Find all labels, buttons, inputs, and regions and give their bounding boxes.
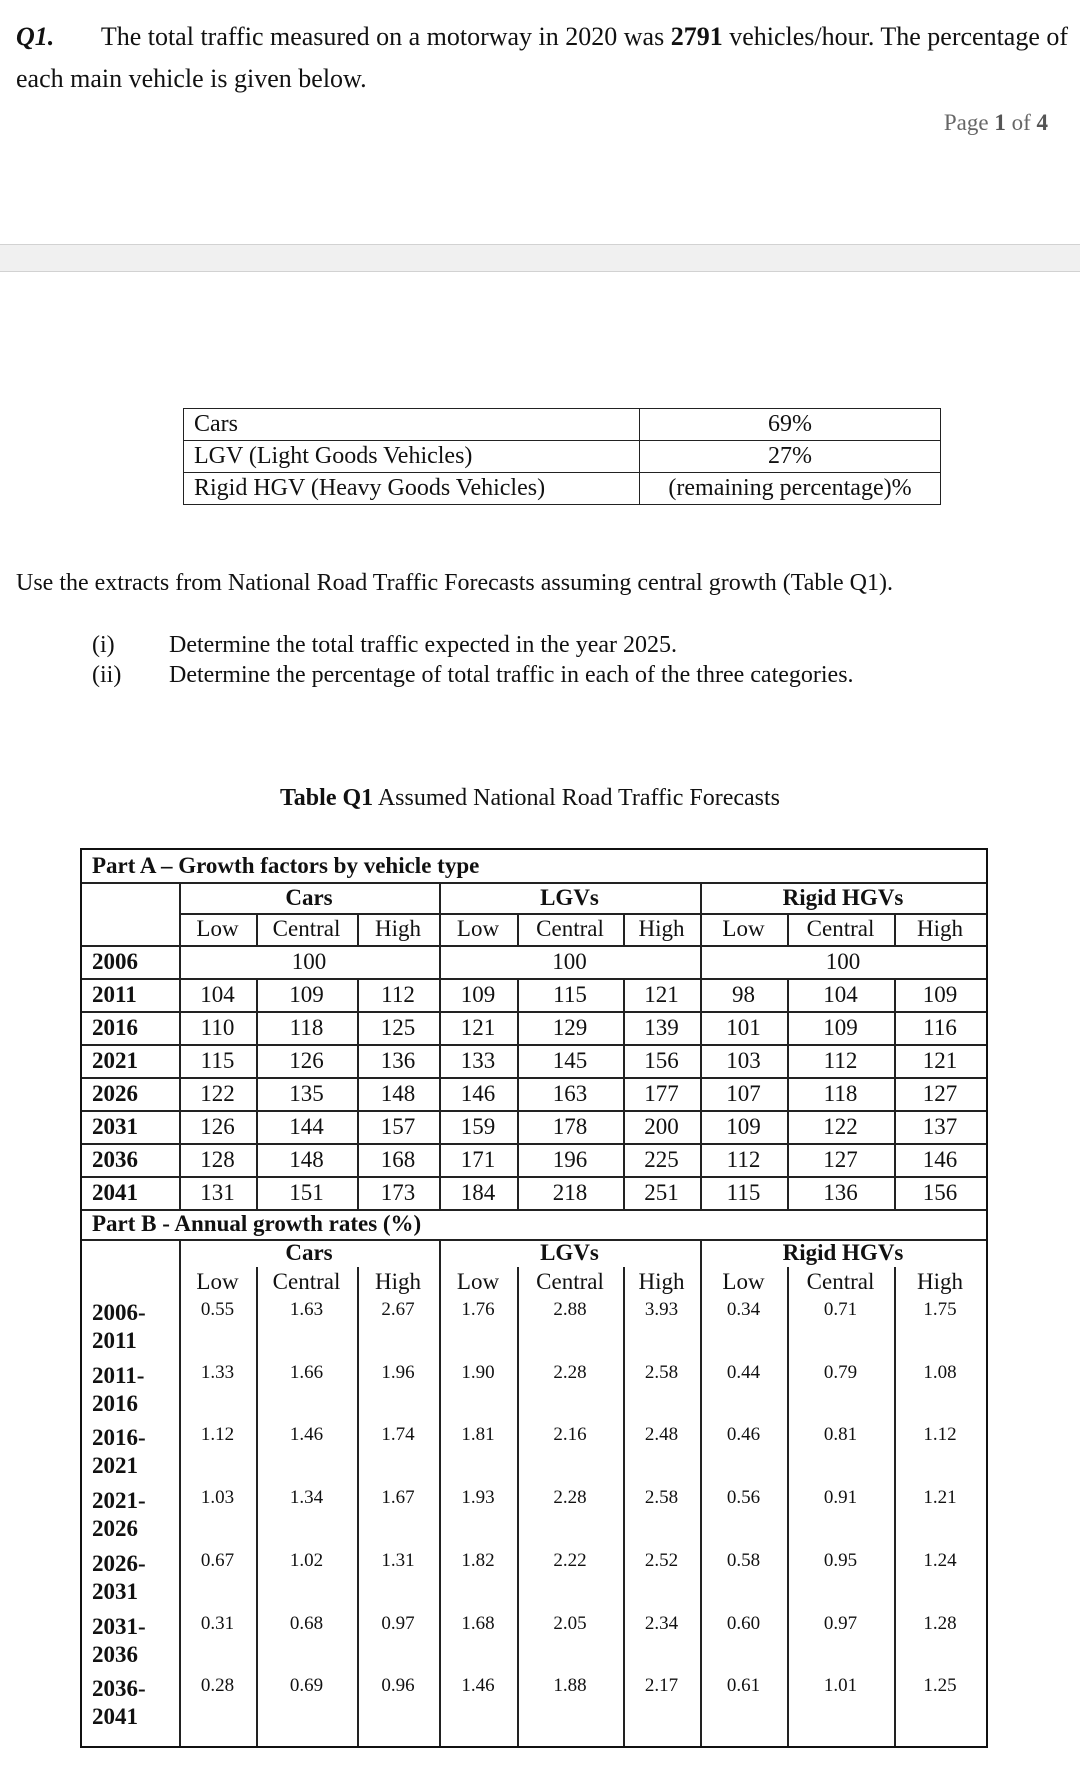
page-break-bar <box>0 244 1080 272</box>
growth-rate-cell: 1.28 <box>923 1612 957 1634</box>
part-a-subheader: Central <box>536 916 604 941</box>
growth-factor-cell: 148 <box>380 1081 416 1106</box>
period-label <box>92 1613 178 1669</box>
growth-rate-cell: 1.75 <box>923 1299 957 1320</box>
question-text-suffix: vehicles/hour. The percentage of <box>722 22 1069 51</box>
share-row <box>184 409 941 441</box>
total-vehicles: 2791 <box>670 22 723 51</box>
part-b-subheader: Low <box>196 1269 239 1294</box>
growth-rate-cell: 0.34 <box>726 1299 761 1320</box>
growth-factor-cell: 103 <box>726 1048 761 1073</box>
growth-rate-cell: 0.61 <box>726 1675 761 1697</box>
table-rule <box>179 1239 181 1746</box>
period-start: 2031- <box>92 1613 146 1639</box>
growth-factor-cell: 178 <box>552 1114 588 1139</box>
table-rule <box>700 882 702 1209</box>
growth-rate-cell: 1.90 <box>461 1361 495 1383</box>
growth-factor-cell: 112 <box>823 1048 858 1073</box>
growth-rate-cell: 0.79 <box>823 1361 858 1383</box>
growth-factor-cell: 146 <box>922 1147 958 1172</box>
growth-rate-cell: 1.33 <box>200 1361 235 1383</box>
growth-factor-cell: 107 <box>726 1081 761 1106</box>
growth-rate-cell: 1.12 <box>923 1424 957 1446</box>
growth-factor-cell: 151 <box>289 1180 324 1205</box>
period-end: 2021 <box>92 1453 138 1479</box>
growth-rate-cell: 1.46 <box>461 1675 495 1697</box>
table-rule <box>179 882 181 1209</box>
period-label <box>92 1362 178 1418</box>
growth-rate-cell: 1.25 <box>923 1675 957 1697</box>
part-b-group-header: LGVs <box>540 1240 599 1265</box>
table-rule <box>256 978 258 1209</box>
growth-factor-cell: 126 <box>289 1048 324 1073</box>
growth-rate-cell: 1.68 <box>461 1612 495 1634</box>
subquestion-text: Determine the percentage of total traffic in each of the three categories. <box>169 662 854 688</box>
growth-rate-cell: 0.44 <box>726 1361 761 1383</box>
part-a-subheader: Low <box>722 916 765 941</box>
share-value: 69% <box>640 409 941 441</box>
growth-factor-cell: 173 <box>380 1180 416 1205</box>
growth-rate-cell: 2.28 <box>553 1361 587 1383</box>
table-rule <box>894 1267 896 1746</box>
growth-rate-cell: 0.56 <box>726 1487 761 1509</box>
growth-factor-cell: 127 <box>823 1147 858 1172</box>
growth-rate-cell: 1.63 <box>289 1299 324 1320</box>
part-b-subheader: Central <box>536 1269 604 1294</box>
growth-factor-cell: 156 <box>644 1048 679 1073</box>
growth-factor-cell: 112 <box>726 1147 761 1172</box>
growth-factor-cell: 118 <box>823 1081 858 1106</box>
growth-rate-cell: 2.58 <box>644 1361 679 1383</box>
growth-rate-cell: 1.93 <box>461 1487 495 1509</box>
growth-factor-cell: 136 <box>380 1048 416 1073</box>
year-label: 2036 <box>92 1147 138 1172</box>
period-label <box>92 1424 178 1480</box>
period-end: 2011 <box>92 1328 137 1353</box>
base-value-cell: 100 <box>825 949 861 974</box>
growth-factor-cell: 218 <box>552 1180 588 1205</box>
growth-rate-cell: 2.88 <box>553 1299 587 1320</box>
growth-rate-cell: 1.74 <box>381 1424 415 1446</box>
growth-factor-cell: 144 <box>289 1114 324 1139</box>
table-rule <box>357 913 359 945</box>
part-b-subheader: Low <box>722 1269 765 1294</box>
year-label: 2021 <box>92 1048 138 1073</box>
growth-rate-cell: 1.46 <box>289 1424 324 1446</box>
growth-rate-cell: 2.34 <box>644 1612 679 1634</box>
growth-factor-cell: 101 <box>726 1015 761 1040</box>
part-a-subheader: High <box>638 916 685 941</box>
growth-rate-cell: 1.88 <box>553 1675 587 1697</box>
growth-factor-cell: 157 <box>380 1114 416 1139</box>
growth-factor-cell: 109 <box>726 1114 761 1139</box>
period-label <box>92 1550 178 1606</box>
part-b-group-header: Rigid HGVs <box>782 1240 904 1265</box>
growth-rate-cell: 2.22 <box>553 1549 587 1571</box>
growth-rate-cell: 1.02 <box>289 1549 324 1571</box>
year-label: 2011 <box>92 982 137 1007</box>
table-rule <box>439 882 441 1209</box>
growth-rate-cell: 2.28 <box>553 1487 587 1509</box>
growth-factor-cell: 115 <box>200 1048 235 1073</box>
period-start: 2036- <box>92 1676 146 1702</box>
table-caption-rest: Assumed National Road Traffic Forecasts <box>373 785 780 811</box>
growth-rate-cell: 0.91 <box>823 1487 858 1509</box>
year-label: 2026 <box>92 1081 138 1106</box>
part-a-subheader: Low <box>196 916 239 941</box>
growth-factor-cell: 127 <box>922 1081 958 1106</box>
growth-factor-cell: 129 <box>552 1015 588 1040</box>
period-start: 2006- <box>92 1300 146 1325</box>
growth-factor-cell: 184 <box>460 1180 496 1205</box>
table-rule <box>623 978 625 1209</box>
table-rule <box>517 1267 519 1746</box>
growth-rate-cell: 3.93 <box>644 1299 679 1320</box>
growth-factor-cell: 116 <box>923 1015 957 1040</box>
growth-factor-cell: 137 <box>922 1114 958 1139</box>
growth-factor-cell: 168 <box>380 1147 416 1172</box>
part-a-subheader: High <box>917 916 963 941</box>
growth-factor-cell: 177 <box>644 1081 679 1106</box>
growth-factor-cell: 110 <box>200 1015 235 1040</box>
growth-rate-cell: 0.96 <box>381 1675 415 1697</box>
growth-factor-cell: 251 <box>644 1180 679 1205</box>
growth-factor-cell: 112 <box>381 982 415 1007</box>
growth-rate-cell: 0.68 <box>289 1612 324 1634</box>
growth-factor-cell: 115 <box>726 1180 761 1205</box>
growth-rate-cell: 0.67 <box>200 1549 235 1571</box>
table-rule <box>623 913 625 945</box>
period-start: 2016- <box>92 1425 146 1451</box>
growth-factor-cell: 121 <box>644 982 679 1007</box>
part-b-subheader: High <box>375 1269 421 1294</box>
growth-factor-cell: 109 <box>823 1015 858 1040</box>
growth-rate-cell: 2.58 <box>644 1487 679 1509</box>
year-label: 2041 <box>92 1180 138 1205</box>
base-value-cell: 100 <box>291 949 327 974</box>
table-rule <box>517 978 519 1209</box>
share-row <box>184 441 941 473</box>
year-label: 2016 <box>92 1015 138 1040</box>
part-b-group-header: Cars <box>285 1240 333 1265</box>
period-start: 2021- <box>92 1488 146 1514</box>
table-rule <box>256 1267 258 1746</box>
period-end: 2041 <box>92 1704 138 1730</box>
growth-factor-cell: 200 <box>644 1114 679 1139</box>
table-rule <box>357 1267 359 1746</box>
part-a-group-header: LGVs <box>540 885 599 910</box>
growth-rate-cell: 0.69 <box>289 1675 324 1697</box>
part-a-subheader: Low <box>456 916 500 941</box>
table-rule <box>439 1239 441 1746</box>
growth-rate-cell: 1.76 <box>461 1299 495 1320</box>
growth-factor-cell: 122 <box>823 1114 858 1139</box>
share-value: 27% <box>640 441 941 473</box>
growth-factor-cell: 131 <box>200 1180 235 1205</box>
year-label: 2031 <box>92 1114 138 1139</box>
growth-rate-cell: 1.34 <box>289 1487 324 1509</box>
growth-rate-cell: 0.28 <box>200 1675 235 1697</box>
growth-rate-cell: 1.66 <box>289 1361 324 1383</box>
growth-rate-cell: 1.82 <box>461 1549 495 1571</box>
subquestion-text: Determine the total traffic expected in the year 2025. <box>169 632 678 658</box>
growth-rate-cell: 0.46 <box>726 1424 761 1446</box>
share-label: LGV (Light Goods Vehicles) <box>184 441 640 473</box>
table-rule <box>787 978 789 1209</box>
growth-rate-cell: 0.60 <box>726 1612 761 1634</box>
growth-rate-cell: 1.08 <box>923 1361 957 1383</box>
growth-rate-cell: 1.24 <box>923 1549 957 1571</box>
growth-rate-cell: 1.31 <box>381 1549 415 1571</box>
year-label: 2006 <box>92 949 138 974</box>
growth-rate-cell: 1.12 <box>200 1424 235 1446</box>
question-line-1 <box>16 22 1068 52</box>
vehicle-share-table <box>183 408 941 505</box>
subquestion-num: (i) <box>92 632 115 658</box>
table-rule <box>787 913 789 945</box>
growth-factor-cell: 196 <box>552 1147 588 1172</box>
period-end: 2016 <box>92 1390 138 1416</box>
growth-factor-cell: 156 <box>922 1180 958 1205</box>
growth-rate-cell: 0.97 <box>823 1612 858 1634</box>
growth-factor-cell: 125 <box>380 1015 416 1040</box>
growth-rate-cell: 1.67 <box>381 1487 415 1509</box>
growth-rate-cell: 2.52 <box>644 1549 679 1571</box>
growth-factor-cell: 128 <box>200 1147 235 1172</box>
growth-factor-cell: 98 <box>732 982 755 1007</box>
growth-factor-cell: 163 <box>552 1081 588 1106</box>
growth-rate-cell: 1.21 <box>923 1487 957 1509</box>
question-text-prefix: The total traffic measured on a motorway in 2020 was <box>100 22 671 51</box>
table-rule <box>623 1267 625 1746</box>
growth-factor-cell: 159 <box>460 1114 496 1139</box>
period-label <box>92 1675 178 1731</box>
growth-factor-cell: 135 <box>289 1081 324 1106</box>
part-b-subheader: Low <box>456 1269 500 1294</box>
question-line-2: each main vehicle is given below. <box>16 64 367 93</box>
part-b-title: Part B - Annual growth rates (%) <box>92 1211 422 1236</box>
period-label <box>92 1487 178 1543</box>
growth-factor-cell: 139 <box>644 1015 679 1040</box>
page-of-word: of <box>1011 110 1031 135</box>
part-a-group-header: Cars <box>285 885 333 910</box>
growth-factor-cell: 171 <box>460 1147 496 1172</box>
table-rule <box>256 913 258 945</box>
page-current: 1 <box>994 110 1006 135</box>
growth-factor-cell: 121 <box>460 1015 496 1040</box>
part-a-title: Part A – Growth factors by vehicle type <box>92 853 480 878</box>
period-start: 2011- <box>92 1362 145 1388</box>
table-rule <box>894 978 896 1209</box>
period-label <box>92 1299 178 1355</box>
period-end: 2026 <box>92 1516 138 1542</box>
growth-rate-cell: 2.16 <box>553 1424 587 1446</box>
page-indicator <box>944 110 1048 136</box>
growth-factor-cell: 225 <box>644 1147 679 1172</box>
page-word: Page <box>943 110 989 135</box>
growth-factor-cell: 118 <box>289 1015 324 1040</box>
growth-factor-cell: 122 <box>200 1081 235 1106</box>
growth-factor-cell: 133 <box>460 1048 496 1073</box>
growth-rate-cell: 0.81 <box>823 1424 858 1446</box>
growth-rate-cell: 0.95 <box>823 1549 858 1571</box>
part-b-subheader: Central <box>272 1269 341 1294</box>
growth-rate-cell: 1.03 <box>200 1487 235 1509</box>
growth-rate-cell: 0.55 <box>200 1299 235 1320</box>
growth-rate-cell: 0.71 <box>823 1299 858 1320</box>
growth-rate-cell: 2.48 <box>644 1424 679 1446</box>
growth-rate-cell: 2.05 <box>553 1612 587 1634</box>
growth-factor-cell: 136 <box>823 1180 858 1205</box>
instruction-text: Use the extracts from National Road Traffic Forecasts assuming central growth (Table Q1). <box>16 570 893 596</box>
growth-factor-cell: 148 <box>289 1147 324 1172</box>
growth-factor-cell: 121 <box>922 1048 958 1073</box>
table-rule <box>700 1239 702 1746</box>
table-rule <box>357 978 359 1209</box>
growth-rate-cell: 1.01 <box>823 1675 858 1697</box>
subquestion-num: (ii) <box>92 662 122 688</box>
share-label: Rigid HGV (Heavy Goods Vehicles) <box>184 473 640 505</box>
period-start: 2026- <box>92 1550 146 1576</box>
share-value: (remaining percentage)% <box>640 473 941 505</box>
growth-factor-cell: 145 <box>552 1048 588 1073</box>
growth-rate-cell: 1.96 <box>381 1361 415 1383</box>
base-value-cell: 100 <box>552 949 587 974</box>
part-a-subheader: Central <box>272 916 341 941</box>
forecast-table <box>80 848 988 1748</box>
table-caption-bold: Table Q1 <box>280 785 374 811</box>
period-end: 2036 <box>92 1641 138 1667</box>
share-label: Cars <box>184 409 640 441</box>
growth-factor-cell: 104 <box>200 982 235 1007</box>
part-a-subheader: Central <box>806 916 875 941</box>
part-b-subheader: High <box>638 1269 685 1294</box>
table-rule <box>787 1267 789 1746</box>
growth-factor-cell: 109 <box>289 982 324 1007</box>
share-row <box>184 473 941 505</box>
part-b-subheader: Central <box>806 1269 875 1294</box>
part-b-subheader: High <box>917 1269 963 1294</box>
growth-factor-cell: 109 <box>922 982 958 1007</box>
part-a-subheader: High <box>375 916 421 941</box>
growth-rate-cell: 0.31 <box>200 1612 235 1634</box>
growth-rate-cell: 2.67 <box>381 1299 415 1320</box>
growth-factor-cell: 146 <box>460 1081 496 1106</box>
table-caption <box>0 785 1060 812</box>
growth-factor-cell: 104 <box>823 982 858 1007</box>
growth-factor-cell: 109 <box>460 982 496 1007</box>
growth-rate-cell: 1.81 <box>461 1424 495 1446</box>
part-a-group-header: Rigid HGVs <box>782 885 904 910</box>
growth-rate-cell: 0.58 <box>726 1549 761 1571</box>
growth-factor-cell: 115 <box>553 982 587 1007</box>
growth-rate-cell: 0.97 <box>381 1612 415 1634</box>
growth-rate-cell: 2.17 <box>644 1675 679 1697</box>
table-rule <box>517 913 519 945</box>
page-total: 4 <box>1036 110 1048 135</box>
table-rule <box>894 913 896 945</box>
question-number: Q1. <box>16 22 55 51</box>
period-end: 2031 <box>92 1578 138 1604</box>
growth-factor-cell: 126 <box>200 1114 235 1139</box>
